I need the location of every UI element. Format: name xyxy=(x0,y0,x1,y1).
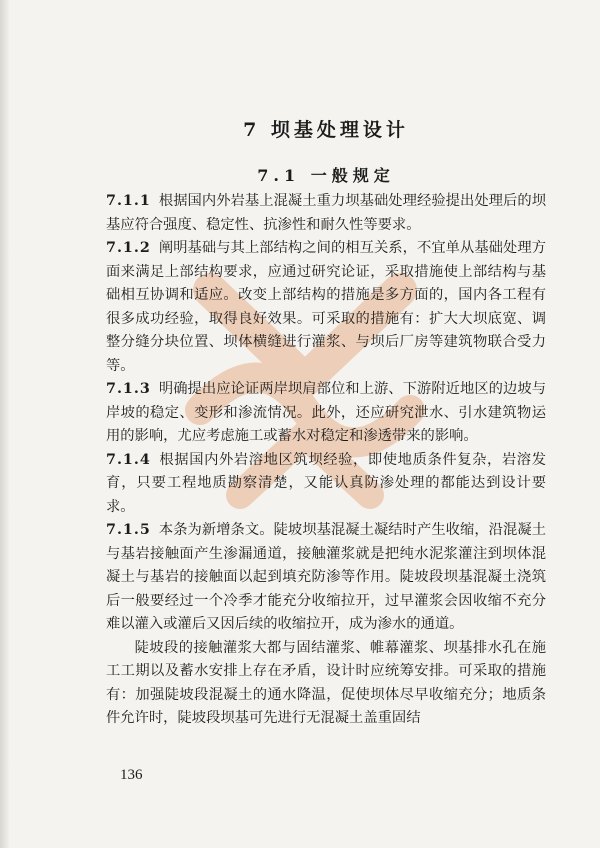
clause-number: 7.1.2 xyxy=(106,240,151,256)
clause-text: 根据国内外岩基上混凝土重力坝基础处理经验提出处理后的坝基应符合强度、稳定性、抗渗性和耐久性等要求。 xyxy=(106,193,546,233)
clause-text: 阐明基础与其上部结构之间的相互关系，不宜单从基础处理方面来满足上部结构要求，应通过研究论证，采取措施使上部结构与基础相互协调和适应。改变上部结构的措施是多方面的，国内各工程有很多成功经验，取得良好效果。可采取的措施有：扩大大坝底宽、调整分缝分块位置、坝体横缝进行灌浆、与坝后厂房等建筑物联合受力等。 xyxy=(106,240,546,374)
clause-7-1-4 xyxy=(106,449,546,520)
clause-7-1-1 xyxy=(106,190,546,237)
chapter-title: 7 坝基处理设计 xyxy=(243,119,409,141)
clause-number: 7.1.4 xyxy=(106,451,151,468)
clause-number: 7.1.3 xyxy=(106,381,151,397)
continuation-paragraph: 陡坡段的接触灌浆大都与固结灌浆、帷幕灌浆、坝基排水孔在施工工期以及蓄水安排上存在矛盾，设计时应统筹安排。可采取的措施有：加强陡坡段混凝土的通水降温，促使坝体尽早收缩充分；地质条件允许时，陡坡段坝基可先进行无混凝土盖重固结 xyxy=(106,639,546,726)
page-number: 136 xyxy=(120,767,143,783)
section-title: 7.1 一般规定 xyxy=(257,166,395,185)
clause-number: 7.1.1 xyxy=(106,193,151,209)
clause-7-1-5 xyxy=(106,519,546,637)
clause-text: 明确提出应论证两岸坝肩部位和上游、下游附近地区的边坡与岸坡的稳定、变形和渗流情况。此外，还应研究泄水、引水建筑物运用的影响，尤应考虑施工或蓄水对稳定和渗透带来的影响。 xyxy=(106,381,546,444)
clause-text: 根据国内外岩溶地区筑坝经验，即使地质条件复杂，岩溶发育，只要工程地质勘察清楚，又能认真防渗处理的都能达到设计要求。 xyxy=(106,451,546,515)
clause-number: 7.1.5 xyxy=(106,522,151,538)
body-text xyxy=(106,190,546,731)
clause-7-1-3 xyxy=(106,378,546,449)
clause-7-1-2 xyxy=(106,237,546,378)
page-edge xyxy=(0,0,10,848)
clause-text: 本条为新增条文。陡坡坝基混凝土凝结时产生收缩，沿混凝土与基岩接触面产生渗漏通道，接触灌浆就是把纯水泥浆灌注到坝体混凝土与基岩的接触面以起到填充防渗等作用。陡坡段坝基混凝土浇筑后一般要经过一个冷季才能充分收缩拉开，过早灌浆会因收缩不充分难以灌入或灌后又因后续的收缩拉开，成为渗水的通道。 xyxy=(106,522,546,632)
